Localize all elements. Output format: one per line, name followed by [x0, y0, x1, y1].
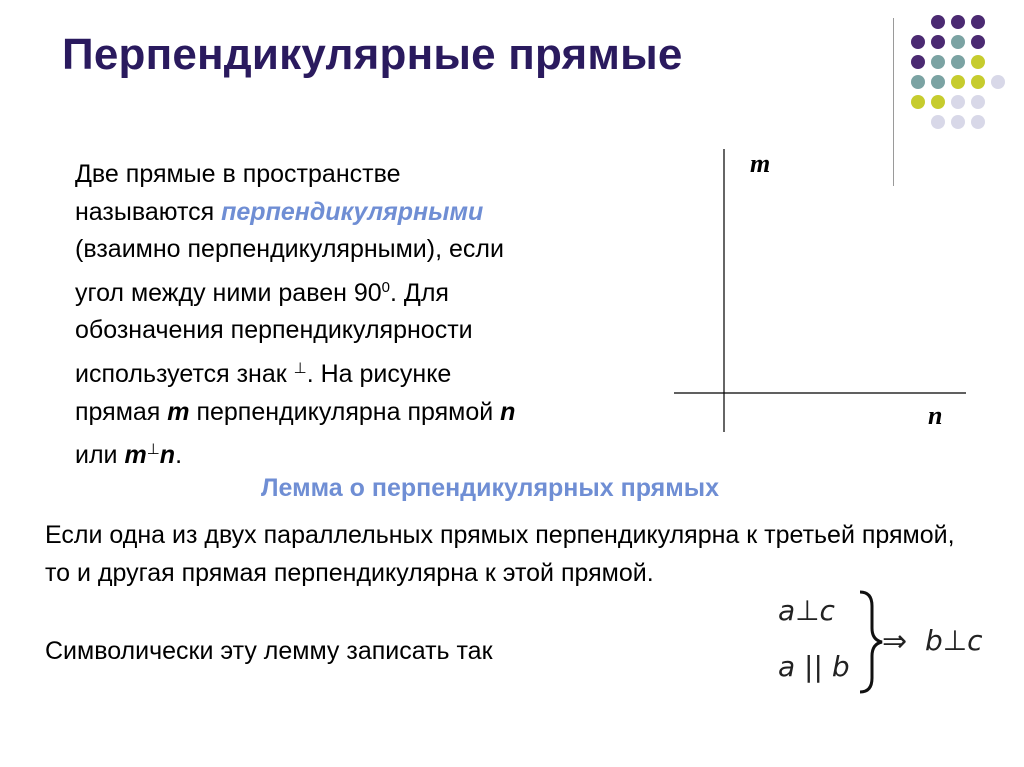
- symbolic-caption: Символически эту лемму записать так: [45, 637, 493, 665]
- decorative-dot: [971, 95, 985, 109]
- decorative-dot: [971, 75, 985, 89]
- curly-brace: [860, 592, 882, 692]
- definition-line: прямая m перпендикулярна прямой n: [75, 397, 516, 426]
- label-m: m: [750, 149, 771, 178]
- var-n: n: [500, 397, 516, 426]
- decorative-dot: [951, 15, 965, 29]
- decorative-dot: [931, 35, 945, 49]
- formula-result: b⊥c: [925, 624, 983, 657]
- lemma-text: Если одна из двух параллельных прямых перпендикулярна к третьей прямой, то и другая прямая перпендикулярна к этой прямой.: [45, 521, 955, 587]
- decorative-dot: [951, 55, 965, 69]
- perpendicular-lines-diagram: [670, 145, 980, 440]
- decorative-dot: [931, 15, 945, 29]
- decorative-dot: [971, 35, 985, 49]
- var-m: m: [124, 441, 147, 470]
- perpendicular-symbol: ⊥: [293, 359, 307, 377]
- decorative-dot: [911, 35, 925, 49]
- definition-line: Две прямые в пространстве: [75, 160, 401, 188]
- decorative-dot: [931, 55, 945, 69]
- decorative-dot: [931, 115, 945, 129]
- formula-implies: ⇒: [882, 624, 908, 659]
- decorative-dot: [911, 55, 925, 69]
- decorative-dot: [991, 75, 1005, 89]
- var-n: n: [159, 441, 176, 470]
- definition-line: или m⊥n.: [75, 441, 183, 470]
- decorative-dot: [971, 55, 985, 69]
- perpendicular-symbol: ⊥: [146, 441, 160, 459]
- formula-row1: a⊥c: [778, 594, 835, 627]
- formula-row2: a || b: [778, 650, 850, 683]
- lemma-formula: [772, 584, 1002, 702]
- decorative-dot: [931, 75, 945, 89]
- var-m: m: [167, 397, 190, 426]
- decorative-dot: [951, 35, 965, 49]
- definition-line: угол между ними равен $90^0$. Для: [75, 278, 449, 307]
- decorative-dot: [951, 115, 965, 129]
- decorative-dot: [911, 95, 925, 109]
- decorative-dot: [911, 75, 925, 89]
- definition-text: [75, 156, 675, 475]
- definition-line: называются перпендикулярными: [75, 197, 484, 226]
- decorative-dot: [971, 15, 985, 29]
- decorative-dot: [931, 95, 945, 109]
- degree-superscript: 0: [381, 278, 391, 296]
- label-n: n: [928, 401, 943, 430]
- lemma-title: Лемма о перпендикулярных прямых: [261, 474, 719, 502]
- term-perpendicular: перпендикулярными: [221, 197, 484, 226]
- decorative-dot: [951, 95, 965, 109]
- page-title: Перпендикулярные прямые: [62, 30, 683, 79]
- definition-line: используется знак ⊥. На рисунке: [75, 359, 452, 388]
- definition-line: обозначения перпендикулярности: [75, 316, 473, 345]
- definition-line: (взаимно перпендикулярными), если: [75, 235, 504, 264]
- decorative-dot: [971, 115, 985, 129]
- decorative-dot: [951, 75, 965, 89]
